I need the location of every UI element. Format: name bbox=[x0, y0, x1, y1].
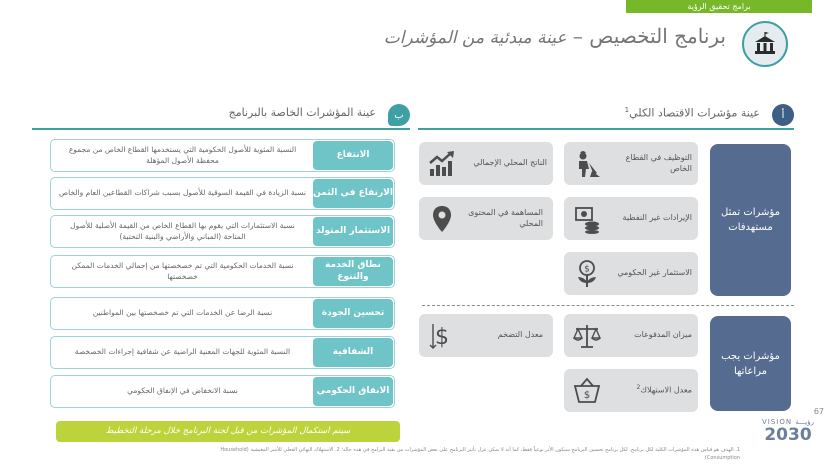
vision-2030-logo: VISION رؤيـــة 2030 bbox=[762, 418, 814, 445]
page-title: برنامج التخصيص – عينة مبدئية من المؤشرات bbox=[383, 24, 726, 48]
category-observe: مؤشرات يجب مراعاتها bbox=[710, 316, 791, 411]
program-row-utilization: الانتفاع النسبة المئوية للأصول الحكومية التي يستخدمها القطاع الخاص من مجموع محفظة الأصول المؤهلة bbox=[50, 139, 395, 172]
category-targets: مؤشرات تمثل مستهدفات bbox=[710, 144, 791, 296]
page-number: 67 bbox=[813, 407, 824, 416]
svg-text:$: $ bbox=[435, 324, 449, 350]
program-row-generated-investment: الاستثمار المتولد نسبة الاستثمارات التي يقوم بها القطاع الخاص من القيمة الأصلية للأصول المتاحة (المباني والأراضي والبنية التحتية) bbox=[50, 215, 395, 248]
svg-text:$: $ bbox=[583, 389, 591, 401]
money-plant-icon bbox=[572, 259, 602, 289]
footnote: 1. الهدف هو قياس هذه المؤشرات الكلية لكل برنامج. لكل برنامج تحسين البرنامج سيكون الأثر نوعياً فقط، كما أنه لا يمكن عزل تأثير البرنامج على بعض المؤشرات من بقية البرامج في هذه حالة؛ 2. الاستهلاك النهائي الفعلي للأسر المعيشية (Household Consumption) bbox=[220, 447, 740, 461]
worker-icon bbox=[572, 149, 602, 179]
program-row-service-scope: نطاق الخدمة والتنوع نسبة الخدمات الحكومية التي تم خصخصتها من إجمالي الخدمات الممكن خصخصتها bbox=[50, 255, 395, 288]
section-a-title: عينة مؤشرات الاقتصاد الكلي$^1$ bbox=[624, 106, 760, 120]
indicator-local-content: المساهمة في المحتوى المحلي bbox=[419, 197, 553, 240]
location-pin-icon bbox=[427, 204, 457, 234]
program-row-price-increase: الارتفاع في الثمن نسبة الزيادة في القيمة السوقية للأصول بسبب شراكات القطاعين العام والخاص bbox=[50, 177, 395, 210]
section-a-badge: أ bbox=[772, 104, 794, 126]
indicator-consumption: معدل الاستهلاك$^2$ $ bbox=[564, 369, 698, 412]
title-badge bbox=[742, 21, 788, 67]
money-stack-icon bbox=[572, 204, 602, 234]
indicator-gdp: الناتج المحلي الإجمالي bbox=[419, 142, 553, 185]
growth-chart-icon bbox=[427, 149, 457, 179]
divider bbox=[422, 305, 794, 306]
section-b-header bbox=[32, 102, 410, 130]
indicator-non-gov-investment: الاستثمار غير الحكومي $ bbox=[564, 252, 698, 295]
section-a-header bbox=[418, 102, 794, 130]
program-row-quality: تحسين الجودة نسبة الرضا عن الخدمات التي تم خصخصتها بين المواطنين bbox=[50, 297, 395, 330]
indicator-inflation: $ معدل التضخم bbox=[419, 314, 553, 357]
svg-text:$: $ bbox=[584, 264, 590, 274]
indicator-payments: ميزان المدفوعات bbox=[564, 314, 698, 357]
planning-note: سيتم استكمال المؤشرات من قبل لجنة البرنامج خلال مرحلة التخطيط bbox=[56, 421, 400, 442]
dollar-arrows-icon bbox=[427, 321, 457, 351]
basket-dollar-icon bbox=[572, 376, 602, 406]
indicator-employment: التوظيف في القطاع الخاص bbox=[564, 142, 698, 185]
section-b-title: عينة المؤشرات الخاصة بالبرنامج bbox=[228, 106, 376, 119]
program-row-transparency: الشفافية النسبة المئوية للجهات المعنية الراضية عن شفافية إجراءات الخصخصة bbox=[50, 336, 395, 369]
program-row-gov-spending: الانفاق الحكومي نسبة الانخفاض في الإنفاق الحكومي bbox=[50, 375, 395, 408]
section-b-badge: ب bbox=[388, 104, 410, 126]
government-building-icon bbox=[752, 31, 778, 57]
program-tag: برامج تحقيق الرؤية bbox=[626, 0, 812, 13]
indicator-non-oil: الإيرادات غير النفطية bbox=[564, 197, 698, 240]
balance-scale-icon bbox=[572, 321, 602, 351]
